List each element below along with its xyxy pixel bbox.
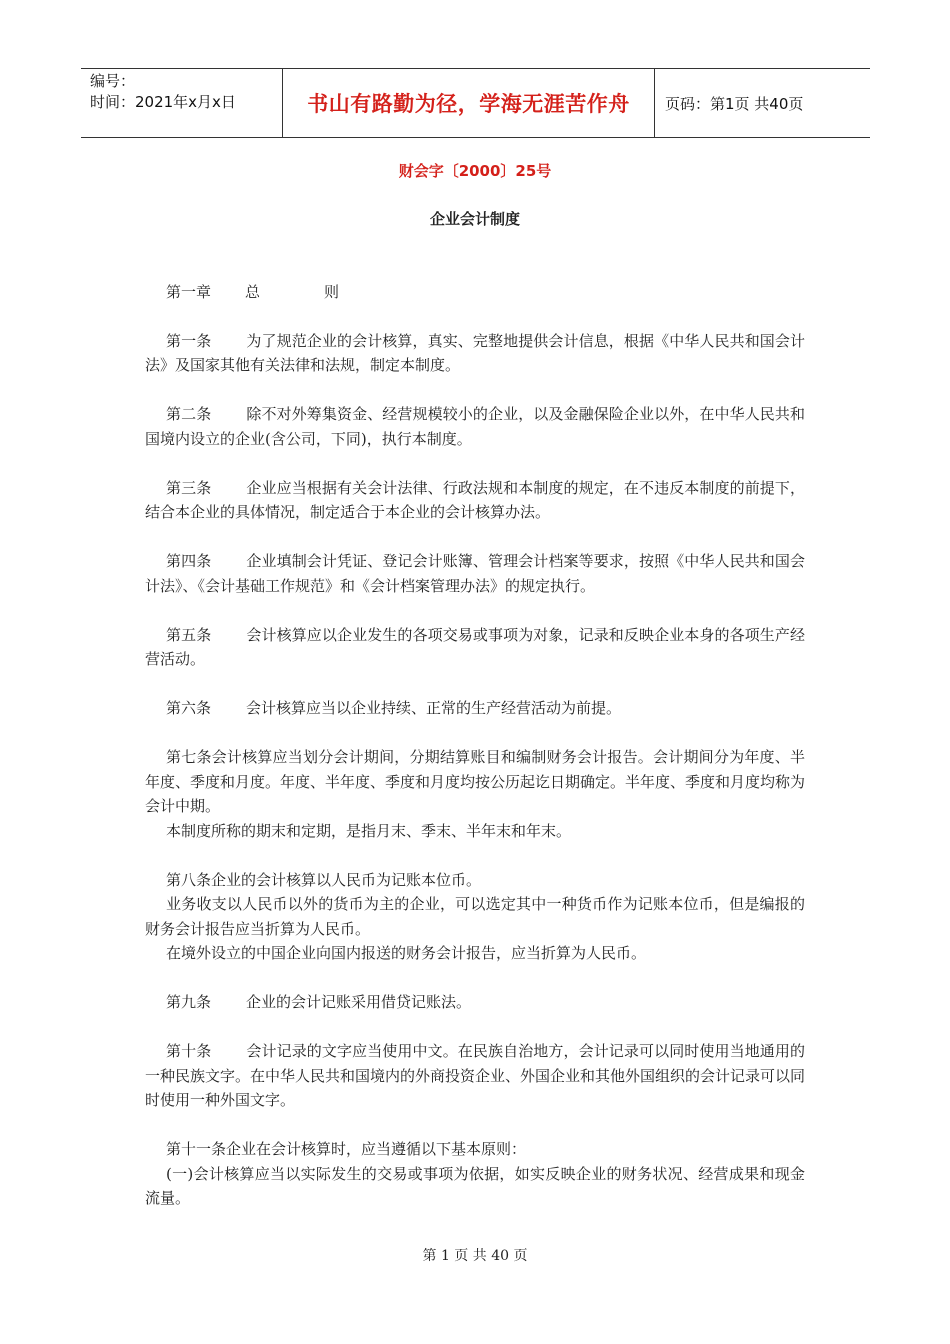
article-11-item-1: (一)会计核算应当以实际发生的交易或事项为依据，如实反映企业的财务状况、经营成果和现金流量。 <box>145 1164 805 1207</box>
chapter-title-b: 则 <box>324 283 340 301</box>
chapter-title-a: 总 <box>245 283 261 301</box>
article-2: 第二条 除不对外筹集资金、经营规模较小的企业，以及金融保险企业以外，在中华人民共和国境内设立的企业(含公司，下同)，执行本制度。 <box>145 405 805 448</box>
header-motto-cell <box>283 69 655 137</box>
article-11: 第十一条企业在会计核算时，应当遵循以下基本原则： <box>166 1140 527 1158</box>
article-10: 第十条 会计记录的文字应当使用中文。在民族自治地方，会计记录可以同时使用当地通用的一种民族文字。在中华人民共和国境内的外商投资企业、外国企业和其他外国组织的会计记录可以同时使用一种外国文字。 <box>145 1042 806 1109</box>
article-4: 第四条 企业填制会计凭证、登记会计账簿、管理会计档案等要求，按照《中华人民共和国会计法》、《会计基础工作规范》和《会计档案管理办法》的规定执行。 <box>145 552 805 595</box>
article-8-block <box>145 868 805 966</box>
header-meta-cell <box>81 69 283 137</box>
document-body <box>145 280 805 1211</box>
article-3: 第三条 企业应当根据有关会计法律、行政法规和本制度的规定，在不违反本制度的前提下，结合本企业的具体情况，制定适合于本企业的会计核算办法。 <box>145 478 805 521</box>
chapter-heading <box>145 280 805 305</box>
page-label: 页码：第1页 共40页 <box>665 94 804 113</box>
article-7-extra: 本制度所称的期末和定期，是指月末、季末、半年末和年末。 <box>166 821 572 840</box>
header-page-cell <box>655 69 870 137</box>
time-label: 时间：2021年x月x日 <box>90 93 236 111</box>
article-6: 第六条 会计核算应当以企业持续、正常的生产经营活动为前提。 <box>166 699 622 717</box>
doc-number: 财会字〔2000〕25号 <box>398 162 552 180</box>
article-1: 第一条 为了规范企业的会计核算，真实、完整地提供会计信息，根据《中华人民共和国会计法》及国家其他有关法律和法规，制定本制度。 <box>145 331 805 374</box>
article-8-extra-1: 业务收支以人民币以外的货币为主的企业，可以选定其中一种货币作为记账本位币，但是编报的财务会计报告应当折算为人民币。 <box>145 895 805 938</box>
article-5: 第五条 会计核算应以企业发生的各项交易或事项为对象，记录和反映企业本身的各项生产经营活动。 <box>145 625 805 668</box>
article-8-extra-2: 在境外设立的中国企业向国内报送的财务会计报告，应当折算为人民币。 <box>166 944 647 962</box>
article-7: 第七条会计核算应当划分会计期间，分期结算账目和编制财务会计报告。会计期间分为年度、半年度、季度和月度。年度、半年度、季度和月度均按公历起讫日期确定。半年度、季度和月度均称为会计中期。 <box>145 748 806 815</box>
article-7-block <box>145 745 805 843</box>
chapter-number: 第一章 <box>166 283 212 301</box>
doc-title: 企业会计制度 <box>429 210 520 228</box>
code-label: 编号： <box>90 72 136 90</box>
page-footer: 第 1 页 共 40 页 <box>422 1248 528 1264</box>
header-table <box>81 68 870 138</box>
article-11-block <box>145 1137 805 1211</box>
motto: 书山有路勤为径，学海无涯苦作舟 <box>307 92 630 116</box>
article-9: 第九条 企业的会计记账采用借贷记账法。 <box>166 993 472 1011</box>
article-8: 第八条企业的会计核算以人民币为记账本位币。 <box>166 870 482 889</box>
